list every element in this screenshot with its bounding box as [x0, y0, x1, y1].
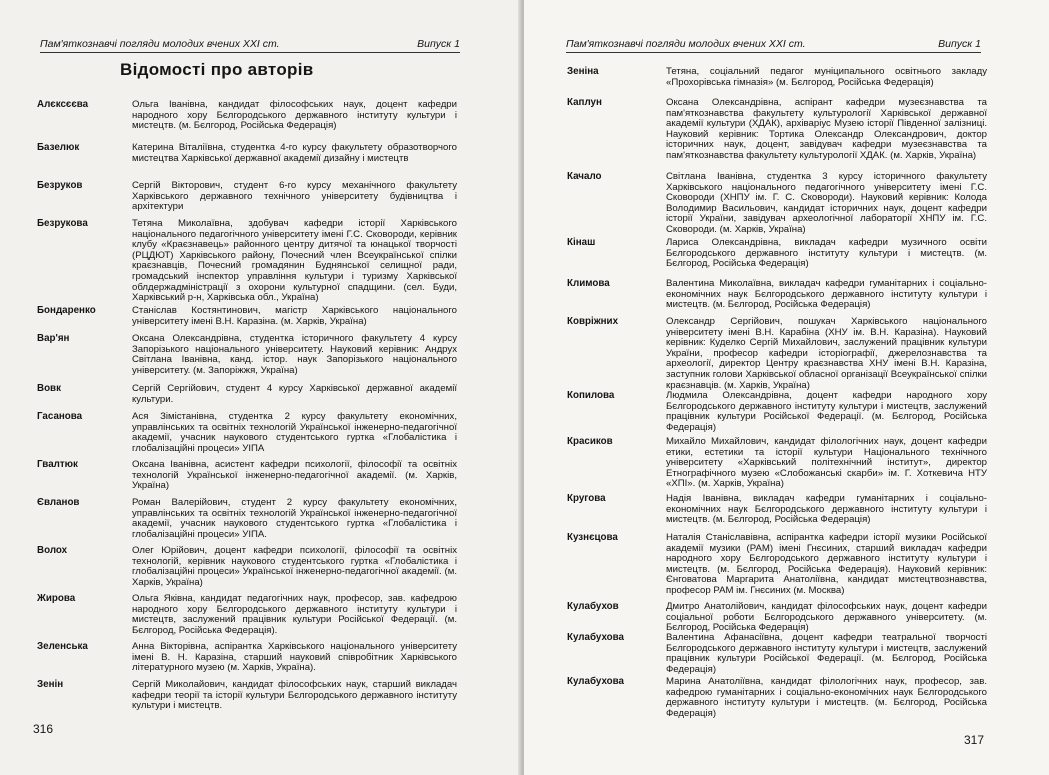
- author-description: Сергій Сергійович, студент 4 курсу Харківської державної академії культури.: [132, 383, 457, 405]
- author-description: Дмитро Анатолійович, кандидат філософських наук, доцент кафедри соціальної роботи Бєлгородського державного університету. (м. Бєлгород, Російська Федерація): [666, 601, 987, 634]
- author-surname: Климова: [567, 278, 610, 289]
- author-description: Анна Вікторівна, аспірантка Харківського національного університету імені В. Н. Каразіна, старший науковий співробітник Харківського літературного музею (м. Харків, Україна).: [132, 641, 457, 674]
- author-surname: Зеленська: [37, 641, 88, 652]
- author-surname: Євланов: [37, 497, 80, 508]
- page-number-right: 317: [964, 733, 985, 747]
- author-surname: Вар'ян: [37, 333, 70, 344]
- author-description: Наталія Станіславівна, аспірантка кафедри історії музики Російської академії музики (РАМ) імені Гнєсиних, старший викладач кафедри народного хору Бєлгородського державного інституту культури і мистецтв. (м. Бєлгород, Російська Федерація). Науковий керівник: Єнговатова Маргарита Анатоліївна, кандидат мистецтвознавства, професор РАМ ім. Гнєсиних (м. Москва): [666, 532, 987, 596]
- author-surname: Алєксєєва: [37, 99, 89, 110]
- author-description: Оксана Іванівна, асистент кафедри психології, філософії та освітніх технологій Української інженерно-педагогічної академії. (м. Харків, Україна): [132, 459, 457, 492]
- running-header: [40, 38, 460, 52]
- author-surname: Безрукова: [37, 218, 88, 229]
- author-surname: Ковріжних: [567, 316, 619, 327]
- author-surname: Кузнєцова: [567, 532, 618, 543]
- author-description: Роман Валерійович, студент 2 курсу факультету економічних, управлінських та освітніх технологій Української інженерно-педагогічної академії, учасник наукового студентського гуртка «Глобалістика і глобалізаційні процеси» УІПА.: [132, 497, 457, 540]
- author-surname: Гасанова: [37, 411, 83, 422]
- author-surname: Бондаренко: [37, 305, 96, 316]
- author-description: Марина Анатоліївна, кандидат філологічних наук, професор, зав. кафедрою гуманітарних і соціально-економічних наук Бєлгородського державного інституту культури і мистецтв. (м. Бєлгород, Російська Федерація): [666, 676, 987, 719]
- author-surname: Кулабухова: [567, 632, 624, 643]
- author-surname: Базелюк: [37, 142, 80, 153]
- author-description: Катерина Віталіївна, студентка 4-го курсу факультету образотворчого мистецтва Харківської державної академії дизайну і мистецтв: [132, 142, 457, 164]
- author-description: Сергій Миколайович, кандидат філософських наук, старший викладач кафедри теорії та історії культури Бєлгородського державного інституту культури і мистецтв.: [132, 679, 457, 712]
- author-description: Сергій Вікторович, студент 6-го курсу механічного факультету Харківського державного технічного університету будівництва і архітектури: [132, 180, 457, 213]
- author-surname: Гвалтюк: [37, 459, 78, 470]
- series-label-right: Випуск 1: [938, 38, 981, 50]
- author-surname: Кулабухов: [567, 601, 619, 612]
- author-description: Надія Іванівна, викладач кафедри гуманітарних і соціально-економічних наук Бєлгородського державного інституту культури і мистецтв. (м. Бєлгород, Російська Федерація): [666, 493, 987, 526]
- left-page: [0, 0, 522, 775]
- author-description: Станіслав Костянтинович, магістр Харківського національного університету імені В.Н. Каразіна. (м. Харків, Україна): [132, 305, 457, 327]
- header-rule: [40, 52, 460, 53]
- author-surname: Качало: [567, 171, 602, 182]
- author-surname: Кулабухова: [567, 676, 624, 687]
- page-title: Відомості про авторів: [120, 60, 314, 79]
- author-surname: Жирова: [37, 593, 76, 604]
- author-description: Оксана Олександрівна, студентка історичного факультету 4 курсу Запорізького національного університету. Науковий керівник: Андрух Світлана Іванівна, канд. істор. наук Запорізького національного університету. (м. Запоріжжя, Україна): [132, 333, 457, 376]
- author-description: Ася Зімістанівна, студентка 2 курсу факультету економічних, управлінських та освітніх технологій Української інженерно-педагогічної академії, учасник наукового студентського гуртка «Глобалістика і глобалізаційні процеси» УІПА: [132, 411, 457, 454]
- author-description: Тетяна Миколаївна, здобувач кафедри історії Харківського національного педагогічного університету імені Г.С. Сковороди, керівник клубу «Краєзнавець» районного центру дитячої та юнацької творчості (РЦДЮТ) Харківського району, Почесний член Всеукраїнської спілки краєзнавців, Почесний громадянин Буднянської селищної ради, громадський інспектор управління культури і туризму Харківської облдержадміністрації з охорони культурної спадщини. (сел. Буди, Харківський р-н, Харківська обл., Україна): [132, 218, 457, 304]
- author-description: Ольга Яківна, кандидат педагогічних наук, професор, зав. кафедрою народного хору Бєлгородського державного інституту культури і мистецтв, заслужений працівник культури Російської Федерації. (м. Бєлгород, Російська Федерація).: [132, 593, 457, 636]
- author-description: Валентина Афанасіївна, доцент кафедри театральної творчості Бєлгородського державного інституту культури і мистецтв, заслужений працівник культури Російської Федерації. (м. Бєлгород, Російська Федерація): [666, 632, 987, 675]
- page-number-left: 316: [33, 722, 54, 736]
- author-surname: Кругова: [567, 493, 606, 504]
- author-surname: Вовк: [37, 383, 61, 394]
- right-page: [524, 0, 1049, 775]
- running-header-right: [566, 38, 981, 52]
- author-description: Михайло Михайлович, кандидат філологічних наук, доцент кафедри етики, естетики та історії культури Національного технічного університету «Харківський політехнічний інститут», директор Етнографічного музею «Слобожанські скарби» ім. Г. Хоткевича НТУ «ХПІ». (м. Харків, Україна): [666, 436, 987, 490]
- author-description: Лариса Олександрівна, викладач кафедри музичного освіти Бєлгородського державного інституту культури і мистецтв. (м. Бєлгород, Російська Федерація): [666, 237, 987, 270]
- running-title: Пам'яткознавчі погляди молодих вчених XXI ст.: [40, 38, 280, 50]
- author-surname: Зенін: [37, 679, 64, 690]
- author-surname: Красиков: [567, 436, 613, 447]
- author-description: Оксана Олександрівна, аспірант кафедри музеєзнавства та пам'яткознавства факультету культурології Харківської державної академії культури (ХДАК), архіваріус Музею історії Південної залізниці. Науковий керівник: Тортика Олександр Олександрович, доктор історичних наук, доцент, завідувач кафедри музеєзнавства та пам'яткознавства факультету культурології ХДАК. (м. Харків, Україна): [666, 97, 987, 161]
- author-surname: Волох: [37, 545, 68, 556]
- author-description: Валентина Миколаївна, викладач кафедри гуманітарних і соціально-економічних наук Бєлгородського державного інституту культури і мистецтв. (м. Бєлгород, Російська Федерація): [666, 278, 987, 311]
- author-description: Ольга Іванівна, кандидат філософських наук, доцент кафедри народного хору Бєлгородського державного інституту культури і мистецтв. (м. Бєлгород, Російська Федерація): [132, 99, 457, 132]
- series-label: Випуск 1: [417, 38, 460, 50]
- header-rule-right: [566, 52, 981, 53]
- author-description: Тетяна, соціальний педагог муніципального освітнього закладу «Прохорівська гімназія» (м. Бєлгород, Російська Федерація): [666, 66, 987, 88]
- author-description: Олег Юрійович, доцент кафедри психології, філософії та освітніх технологій, керівник наукового студентського гуртка «Глобалістика і глобалізаційні процеси» Української інженерно-педагогічної академії. (м. Харків, Україна): [132, 545, 457, 588]
- author-description: Людмила Олександрівна, доцент кафедри народного хору Бєлгородського державного інституту культури і мистецтв, заслужений працівник культури Російської Федерації. (м. Бєлгород, Російська Федерація): [666, 390, 987, 433]
- author-surname: Кінаш: [567, 237, 596, 248]
- running-title-right: Пам'яткознавчі погляди молодих вчених XXI ст.: [566, 38, 806, 50]
- author-surname: Копилова: [567, 390, 615, 401]
- author-surname: Зеніна: [567, 66, 599, 77]
- author-surname: Каплун: [567, 97, 602, 108]
- author-description: Олександр Сергійович, пошукач Харківського національного університету імені В.Н. Карабіна (ХНУ ім. В.Н. Каразіна). Науковий керівник: Куделко Сергій Михайлович, заслужений працівник культури України, професор кафедри історіографії, джерелознавства та археології, директор Центру краєзнавства ХНУ імені В.Н. Каразіна, заступник голови Харківської обласної організації Всеукраїнської спілки краєзнавців. (м. Харків, Україна): [666, 316, 987, 391]
- author-surname: Безруков: [37, 180, 83, 191]
- author-description: Світлана Іванівна, студентка 3 курсу історичного факультету Харківського національного педагогічного університету імені Г.С. Сковороди (ХНПУ ім. Г. С. Сковороди). Науковий керівник: Колода Володимир Васильович, кандидат історичних наук, доцент кафедри історії України, завідувач археологічної лабораторії ХНПУ ім. Г.С. Сковороди. (м. Харків, Україна): [666, 171, 987, 235]
